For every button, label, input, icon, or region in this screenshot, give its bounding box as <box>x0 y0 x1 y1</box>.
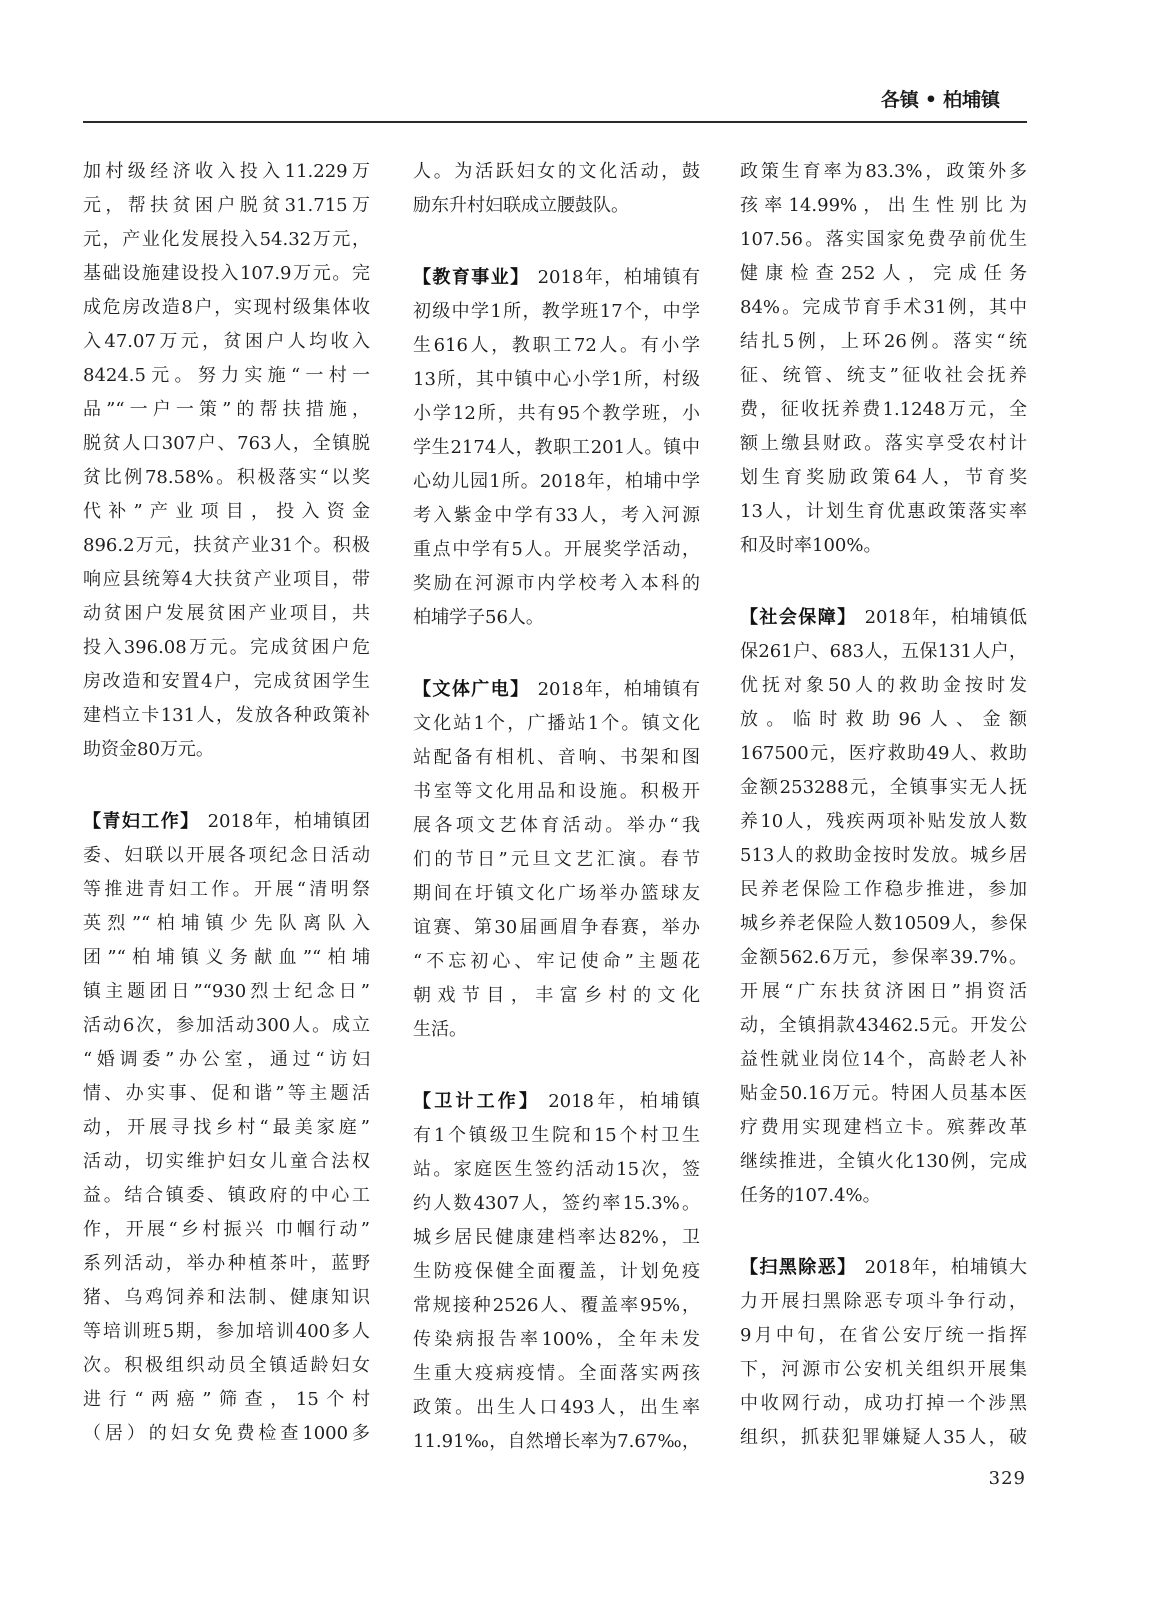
text-line: 元，产业化发展投入54.32万元， <box>83 229 370 250</box>
text-line: 励东升村妇联成立腰鼓队。 <box>413 195 629 216</box>
continued-paragraph <box>413 155 700 223</box>
line-text: 2018年，柏埔镇 <box>548 1091 701 1112</box>
text-line: 建档立卡131人，发放各种政策补 <box>83 705 370 726</box>
text-line: 房改造和安置4户，完成贫困学生 <box>83 671 370 692</box>
text-line: 8424.5元。努力实施“一村一 <box>83 365 370 386</box>
text-line: 脱贫人口307户、763人，全镇脱 <box>83 433 370 454</box>
text-line: 健康检查252人，完成任务 <box>740 263 1027 284</box>
text-line: 展各项文艺体育活动。举办“我 <box>413 815 700 836</box>
text-line: 站配备有相机、音响、书架和图 <box>413 747 700 768</box>
text-line: 9月中旬，在省公安厅统一指挥 <box>740 1325 1027 1346</box>
text-line <box>740 1251 1027 1285</box>
text-line: 朝戏节目，丰富乡村的文化 <box>413 985 700 1006</box>
text-line: 继续推进，全镇火化130例，完成 <box>740 1151 1027 1172</box>
text-line: 猪、乌鸡饲养和法制、健康知识 <box>83 1287 370 1308</box>
text-line: 柏埔学子56人。 <box>413 607 544 628</box>
text-line: 动，开展寻找乡村“最美家庭” <box>83 1117 370 1138</box>
text-line: 167500元，医疗救助49人、救助 <box>740 743 1027 764</box>
section-heading: 【卫计工作】 <box>413 1091 541 1112</box>
text-line: 513人的救助金按时发放。城乡居 <box>740 845 1027 866</box>
text-line: 金额562.6万元，参保率39.7%。 <box>740 947 1027 968</box>
text-line: “婚调委”办公室，通过“访妇 <box>83 1049 370 1070</box>
line-text: 2018年，柏埔镇大 <box>864 1257 1027 1278</box>
text-line: 结扎5例，上环26例。落实“统 <box>740 331 1027 352</box>
text-line: 团”“柏埔镇义务献血”“柏埔 <box>83 947 370 968</box>
running-header <box>881 88 1000 112</box>
text-line: 情、办实事、促和谐”等主题活 <box>83 1083 370 1104</box>
text-line: 成危房改造8户，实现村级集体收 <box>83 297 370 318</box>
text-line: 传染病报告率100%，全年未发 <box>413 1329 700 1350</box>
text-line: 委、妇联以开展各项纪念日活动 <box>83 845 370 866</box>
text-line: 13人，计划生育优惠政策落实率 <box>740 501 1027 522</box>
section-paragraph <box>740 601 1027 1213</box>
text-line: 政策。出生人口493人，出生率 <box>413 1397 700 1418</box>
text-line: 养10人，残疾两项补贴发放人数 <box>740 811 1027 832</box>
text-line: 生616人，教职工72人。有小学 <box>413 335 700 356</box>
text-line: 站。家庭医生签约活动15次，签 <box>413 1159 700 1180</box>
text-line: 活动6次，参加活动300人。成立 <box>83 1015 370 1036</box>
text-line: 费，征收抚养费1.1248万元，全 <box>740 399 1027 420</box>
text-line: 益性就业岗位14个，高龄老人补 <box>740 1049 1027 1070</box>
text-line: 下，河源市公安机关组织开展集 <box>740 1359 1027 1380</box>
text-line: 英烈”“柏埔镇少先队离队入 <box>83 913 370 934</box>
text-line: 基础设施建设投入107.9万元。完 <box>83 263 370 284</box>
text-line: 动贫困户发展贫困产业项目，共 <box>83 603 370 624</box>
text-line <box>740 601 1027 635</box>
text-line: 心幼儿园1所。2018年，柏埔中学 <box>413 471 700 492</box>
text-line: 次。积极组织动员全镇适龄妇女 <box>83 1355 370 1376</box>
text-line: 品”“一户一策”的帮扶措施， <box>83 399 370 420</box>
section-paragraph <box>740 1251 1027 1455</box>
text-line: 谊赛、第30届画眉争春赛，举办 <box>413 917 700 938</box>
text-line: “不忘初心、牢记使命”主题花 <box>413 951 700 972</box>
text-line: 城乡居民健康建档率达82%，卫 <box>413 1227 700 1248</box>
text-line: 作，开展“乡村振兴 巾帼行动” <box>83 1219 370 1240</box>
line-text: 2018年，柏埔镇团 <box>207 811 370 832</box>
text-line: 11.91‰，自然增长率为7.67‰， <box>413 1431 700 1452</box>
line-text: 2018年，柏埔镇有 <box>537 267 700 288</box>
text-line: 奖励在河源市内学校考入本科的 <box>413 573 700 594</box>
text-line: 重点中学有5人。开展奖学活动， <box>413 539 700 560</box>
text-line: 放。临时救助96人、金额 <box>740 709 1027 730</box>
text-line: 有1个镇级卫生院和15个村卫生 <box>413 1125 700 1146</box>
text-line <box>413 673 700 707</box>
town-label: 柏埔镇 <box>942 89 1000 111</box>
text-line: 入47.07万元，贫困户人均收入 <box>83 331 370 352</box>
text-line: 动，全镇捐款43462.5元。开发公 <box>740 1015 1027 1036</box>
text-line: 贫比例78.58%。积极落实“以奖 <box>83 467 370 488</box>
text-line: 民养老保险工作稳步推进，参加 <box>740 879 1027 900</box>
text-line: 生重大疫病疫情。全面落实两孩 <box>413 1363 700 1384</box>
text-line: 们的节日”元旦文艺汇演。春节 <box>413 849 700 870</box>
text-line: 优抚对象50人的救助金按时发 <box>740 675 1027 696</box>
text-line: 城乡养老保险人数10509人，参保 <box>740 913 1027 934</box>
text-line: 初级中学1所，教学班17个，中学 <box>413 301 700 322</box>
text-line: 划生育奖励政策64人，节育奖 <box>740 467 1027 488</box>
text-line: 加村级经济收入投入11.229万 <box>83 161 370 182</box>
text-line: （居）的妇女免费检查1000多 <box>83 1423 370 1444</box>
text-line: 保261户、683人，五保131人户， <box>740 641 1027 662</box>
section-heading: 【文体广电】 <box>413 679 530 700</box>
text-column-2 <box>413 155 700 1459</box>
section-paragraph <box>83 805 370 1451</box>
text-line: 任务的107.4%。 <box>740 1185 881 1206</box>
text-line: 进行“两癌”筛查，15个村 <box>83 1389 370 1410</box>
header-rule <box>83 121 1027 123</box>
text-line: 疗费用实现建档立卡。殡葬改革 <box>740 1117 1027 1138</box>
text-line: 107.56。落实国家免费孕前优生 <box>740 229 1027 250</box>
text-line: 力开展扫黑除恶专项斗争行动， <box>740 1291 1027 1312</box>
text-line: 益。结合镇委、镇政府的中心工 <box>83 1185 370 1206</box>
text-line: 镇主题团日”“930烈士纪念日” <box>83 981 370 1002</box>
section-heading: 【扫黑除恶】 <box>740 1257 857 1278</box>
section-paragraph <box>413 261 700 635</box>
text-line: 等推进青妇工作。开展“清明祭 <box>83 879 370 900</box>
text-line: 元，帮扶贫困户脱贫31.715万 <box>83 195 370 216</box>
line-text: 2018年，柏埔镇有 <box>537 679 700 700</box>
text-line: 13所，其中镇中心小学1所，村级 <box>413 369 700 390</box>
text-line <box>413 261 700 295</box>
text-line: 书室等文化用品和设施。积极开 <box>413 781 700 802</box>
text-line: 人。为活跃妇女的文化活动，鼓 <box>413 161 700 182</box>
text-line: 等培训班5期，参加培训400多人 <box>83 1321 370 1342</box>
section-heading: 【社会保障】 <box>740 607 857 628</box>
text-line <box>83 805 370 839</box>
text-line: 政策生育率为83.3%，政策外多 <box>740 161 1027 182</box>
text-line <box>413 1085 700 1119</box>
section-label: 各镇 <box>880 89 919 111</box>
line-text: 2018年，柏埔镇低 <box>864 607 1027 628</box>
text-line: 学生2174人，教职工201人。镇中 <box>413 437 700 458</box>
section-heading: 【教育事业】 <box>413 267 530 288</box>
section-paragraph <box>413 1085 700 1459</box>
text-line: 约人数4307人，签约率15.3%。 <box>413 1193 700 1214</box>
text-line: 额上缴县财政。落实享受农村计 <box>740 433 1027 454</box>
continued-paragraph <box>83 155 370 767</box>
text-line: 征、统管、统支”征收社会抚养 <box>740 365 1027 386</box>
text-column-3 <box>740 155 1027 1455</box>
separator-dot: • <box>924 89 937 111</box>
text-line: 助资金80万元。 <box>83 739 214 760</box>
page-number: 329 <box>988 1468 1026 1489</box>
text-line: 期间在圩镇文化广场举办篮球友 <box>413 883 700 904</box>
text-line: 代补”产业项目，投入资金 <box>83 501 370 522</box>
text-line: 活动，切实维护妇女儿童合法权 <box>83 1151 370 1172</box>
text-line: 896.2万元，扶贫产业31个。积极 <box>83 535 370 556</box>
section-heading: 【青妇工作】 <box>83 811 200 832</box>
text-line: 常规接种2526人、覆盖率95%， <box>413 1295 700 1316</box>
text-column-1 <box>83 155 370 1451</box>
text-line: 组织，抓获犯罪嫌疑人35人，破 <box>740 1427 1027 1448</box>
text-line: 贴金50.16万元。特困人员基本医 <box>740 1083 1027 1104</box>
text-line: 生防疫保健全面覆盖，计划免疫 <box>413 1261 700 1282</box>
section-paragraph <box>413 673 700 1047</box>
text-line: 生活。 <box>413 1019 467 1040</box>
text-line: 和及时率100%。 <box>740 535 882 556</box>
text-line: 系列活动，举办种植茶叶，蓝野 <box>83 1253 370 1274</box>
text-line: 文化站1个，广播站1个。镇文化 <box>413 713 700 734</box>
text-line: 金额253288元，全镇事实无人抚 <box>740 777 1027 798</box>
text-line: 84%。完成节育手术31例，其中 <box>740 297 1027 318</box>
text-line: 响应县统筹4大扶贫产业项目，带 <box>83 569 370 590</box>
text-line: 中收网行动，成功打掉一个涉黑 <box>740 1393 1027 1414</box>
text-line: 孩率14.99%，出生性别比为 <box>740 195 1027 216</box>
text-line: 考入紫金中学有33人，考入河源 <box>413 505 700 526</box>
text-line: 投入396.08万元。完成贫困户危 <box>83 637 370 658</box>
text-line: 开展“广东扶贫济困日”捐资活 <box>740 981 1027 1002</box>
continued-paragraph <box>740 155 1027 563</box>
text-line: 小学12所，共有95个教学班，小 <box>413 403 700 424</box>
